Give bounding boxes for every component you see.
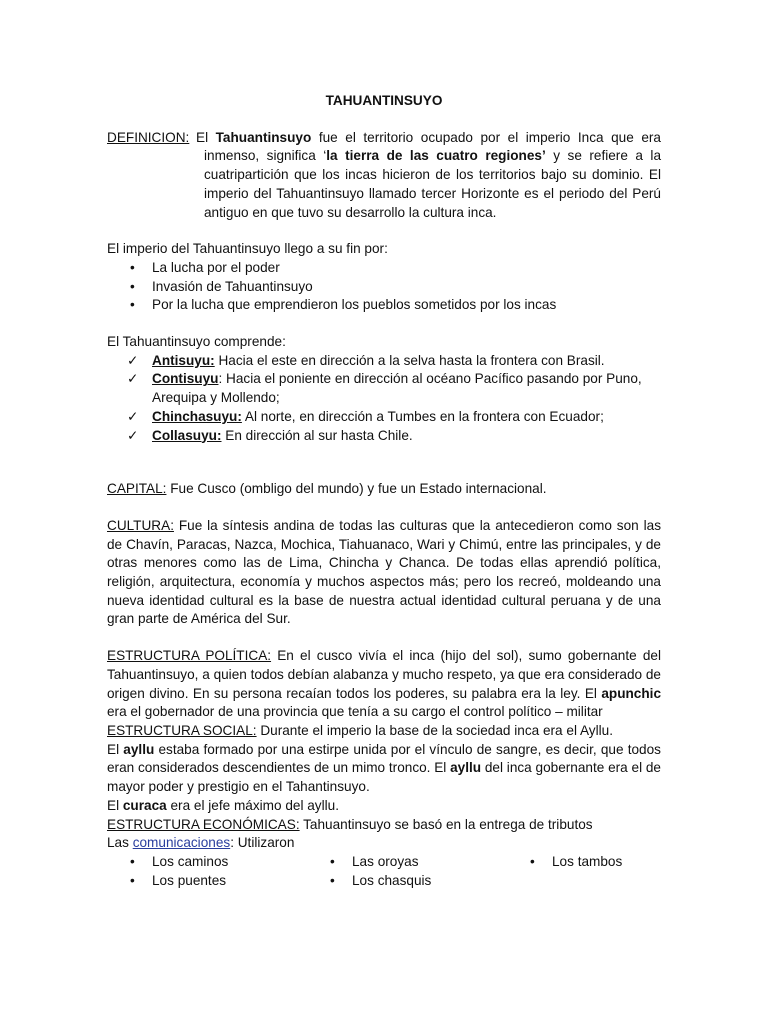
tahuantinsuyo-bold: Tahuantinsuyo — [215, 129, 312, 145]
list-item: • Los caminos — [107, 853, 307, 872]
list-item: • Las oroyas — [307, 853, 507, 872]
bullet-icon: • — [130, 853, 135, 869]
bullet-icon: • — [130, 872, 135, 888]
list-item: • Por la lucha que emprendieron los pueblos sometidos por los incas — [107, 296, 661, 315]
page-title: TAHUANTINSUYO — [325, 93, 443, 108]
suyus-list — [107, 352, 661, 446]
cultura-label: CULTURA: — [107, 517, 174, 533]
economica-paragraph: ESTRUCTURA ECONÓMICAS: Tahuantinsuyo se basó en la entrega de tributos — [107, 816, 593, 832]
definicion-text: El Tahuantinsuyo fue el territorio ocupado por el imperio Inca que era inmenso, significa ‘la tierra de las cuatro regiones’ y se refiere a la cuatripartición que los incas hicieron de los territorios bajo su dominio. El imperio del Tahuantinsuyo llamado tercer Horizonte es el periodo del Perú antiguo en que tuvo su desarrollo la cultura inca. — [196, 129, 662, 220]
cultura-paragraph: CULTURA: Fue la síntesis andina de todas las culturas que la antecedieron como son las de Chavín, Paracas, Nazca, Mochica, Tiahuanaco, Wari y Chimú, entre las principales, y de otras menores como las de Lima, Chincha y Chanca. De todas ellas aprendió política, religión, arquitectura, economía y muchos aspectos más; pero los recreó, moldeando una nueva identidad cultural es la base de nuestra actual identidad cultural peruana y de una gran parte de América del Sur. — [107, 517, 661, 627]
definicion-label: DEFINICION: — [107, 129, 190, 145]
ayllu-bold: ayllu — [450, 760, 482, 776]
cuatro-regiones-bold: la tierra de las cuatro regiones’ — [326, 148, 546, 164]
social-label: ESTRUCTURA SOCIAL: — [107, 722, 257, 738]
list-item: ✓ Antisuyu: Hacia el este en dirección a la selva hasta la frontera con Brasil. — [107, 352, 661, 371]
comunicaciones-link[interactable]: comunicaciones — [132, 835, 231, 851]
politica-label: ESTRUCTURA POLÍTICA: — [107, 648, 272, 664]
list-item: ✓ Chinchasuyu: Al norte, en dirección a Tumbes en la frontera con Ecuador; — [107, 408, 661, 427]
curaca-paragraph: El curaca era el jefe máximo del ayllu. — [107, 797, 339, 813]
list-item: ✓ Contisuyu: Hacia el poniente en dirección al océano Pacífico pasando por Puno, Arequipa y Mollendo; — [127, 371, 642, 406]
ayllu-bold: ayllu — [123, 741, 155, 757]
bullet-icon: • — [330, 853, 335, 869]
comunicaciones-paragraph: Las comunicaciones: Utilizaron — [107, 835, 295, 851]
fin-intro: El imperio del Tahuantinsuyo llego a su fin por: — [107, 241, 388, 257]
list-item: • Invasión de Tahuantinsuyo — [107, 278, 661, 297]
fin-list — [107, 259, 661, 315]
politica-paragraph: ESTRUCTURA POLÍTICA: En el cusco vivía el inca (hijo del sol), sumo gobernante del Tahuantinsuyo, a quien todos debían alabanza y mucho respeto, ya que era considerado de origen divino. En su persona recaían todos los poderes, su palabra era la ley. El apunchic era el gobernador de una provincia que tenía a su cargo el control político – militar — [107, 648, 662, 720]
ayllu-paragraph: El ayllu estaba formado por una estirpe unida por el vínculo de sangre, es decir, que todos eran considerados descendientes de un mimo tronco. El ayllu del inca gobernante era el de mayor poder y prestigio en el Tahantinsuyo. — [107, 741, 661, 795]
definicion-section — [107, 129, 661, 223]
list-item: • Los puentes — [107, 872, 307, 891]
check-icon: ✓ — [127, 427, 139, 443]
check-icon: ✓ — [127, 352, 139, 368]
list-item: ✓ Collasuyu: En dirección al sur hasta Chile. — [107, 427, 661, 446]
list-item: • Los tambos — [507, 853, 667, 872]
check-icon: ✓ — [127, 408, 139, 424]
capital-label: CAPITAL: — [107, 481, 167, 497]
curaca-bold: curaca — [122, 797, 167, 813]
list-item: • Los chasquis — [307, 872, 507, 891]
social-paragraph: ESTRUCTURA SOCIAL: Durante el imperio la base de la sociedad inca era el Ayllu. — [107, 722, 613, 738]
comunicaciones-list — [107, 853, 661, 890]
bullet-icon: • — [530, 853, 535, 869]
list-item: • La lucha por el poder — [107, 259, 661, 278]
document-page — [107, 92, 661, 890]
capital-paragraph: CAPITAL: Fue Cusco (ombligo del mundo) y fue un Estado internacional. — [107, 481, 547, 497]
apunchic-bold: apunchic — [601, 685, 661, 701]
bullet-icon: • — [330, 872, 335, 888]
check-icon: ✓ — [127, 371, 139, 387]
economica-label: ESTRUCTURA ECONÓMICAS: — [107, 816, 300, 832]
comprende-intro: El Tahuantinsuyo comprende: — [107, 334, 286, 350]
